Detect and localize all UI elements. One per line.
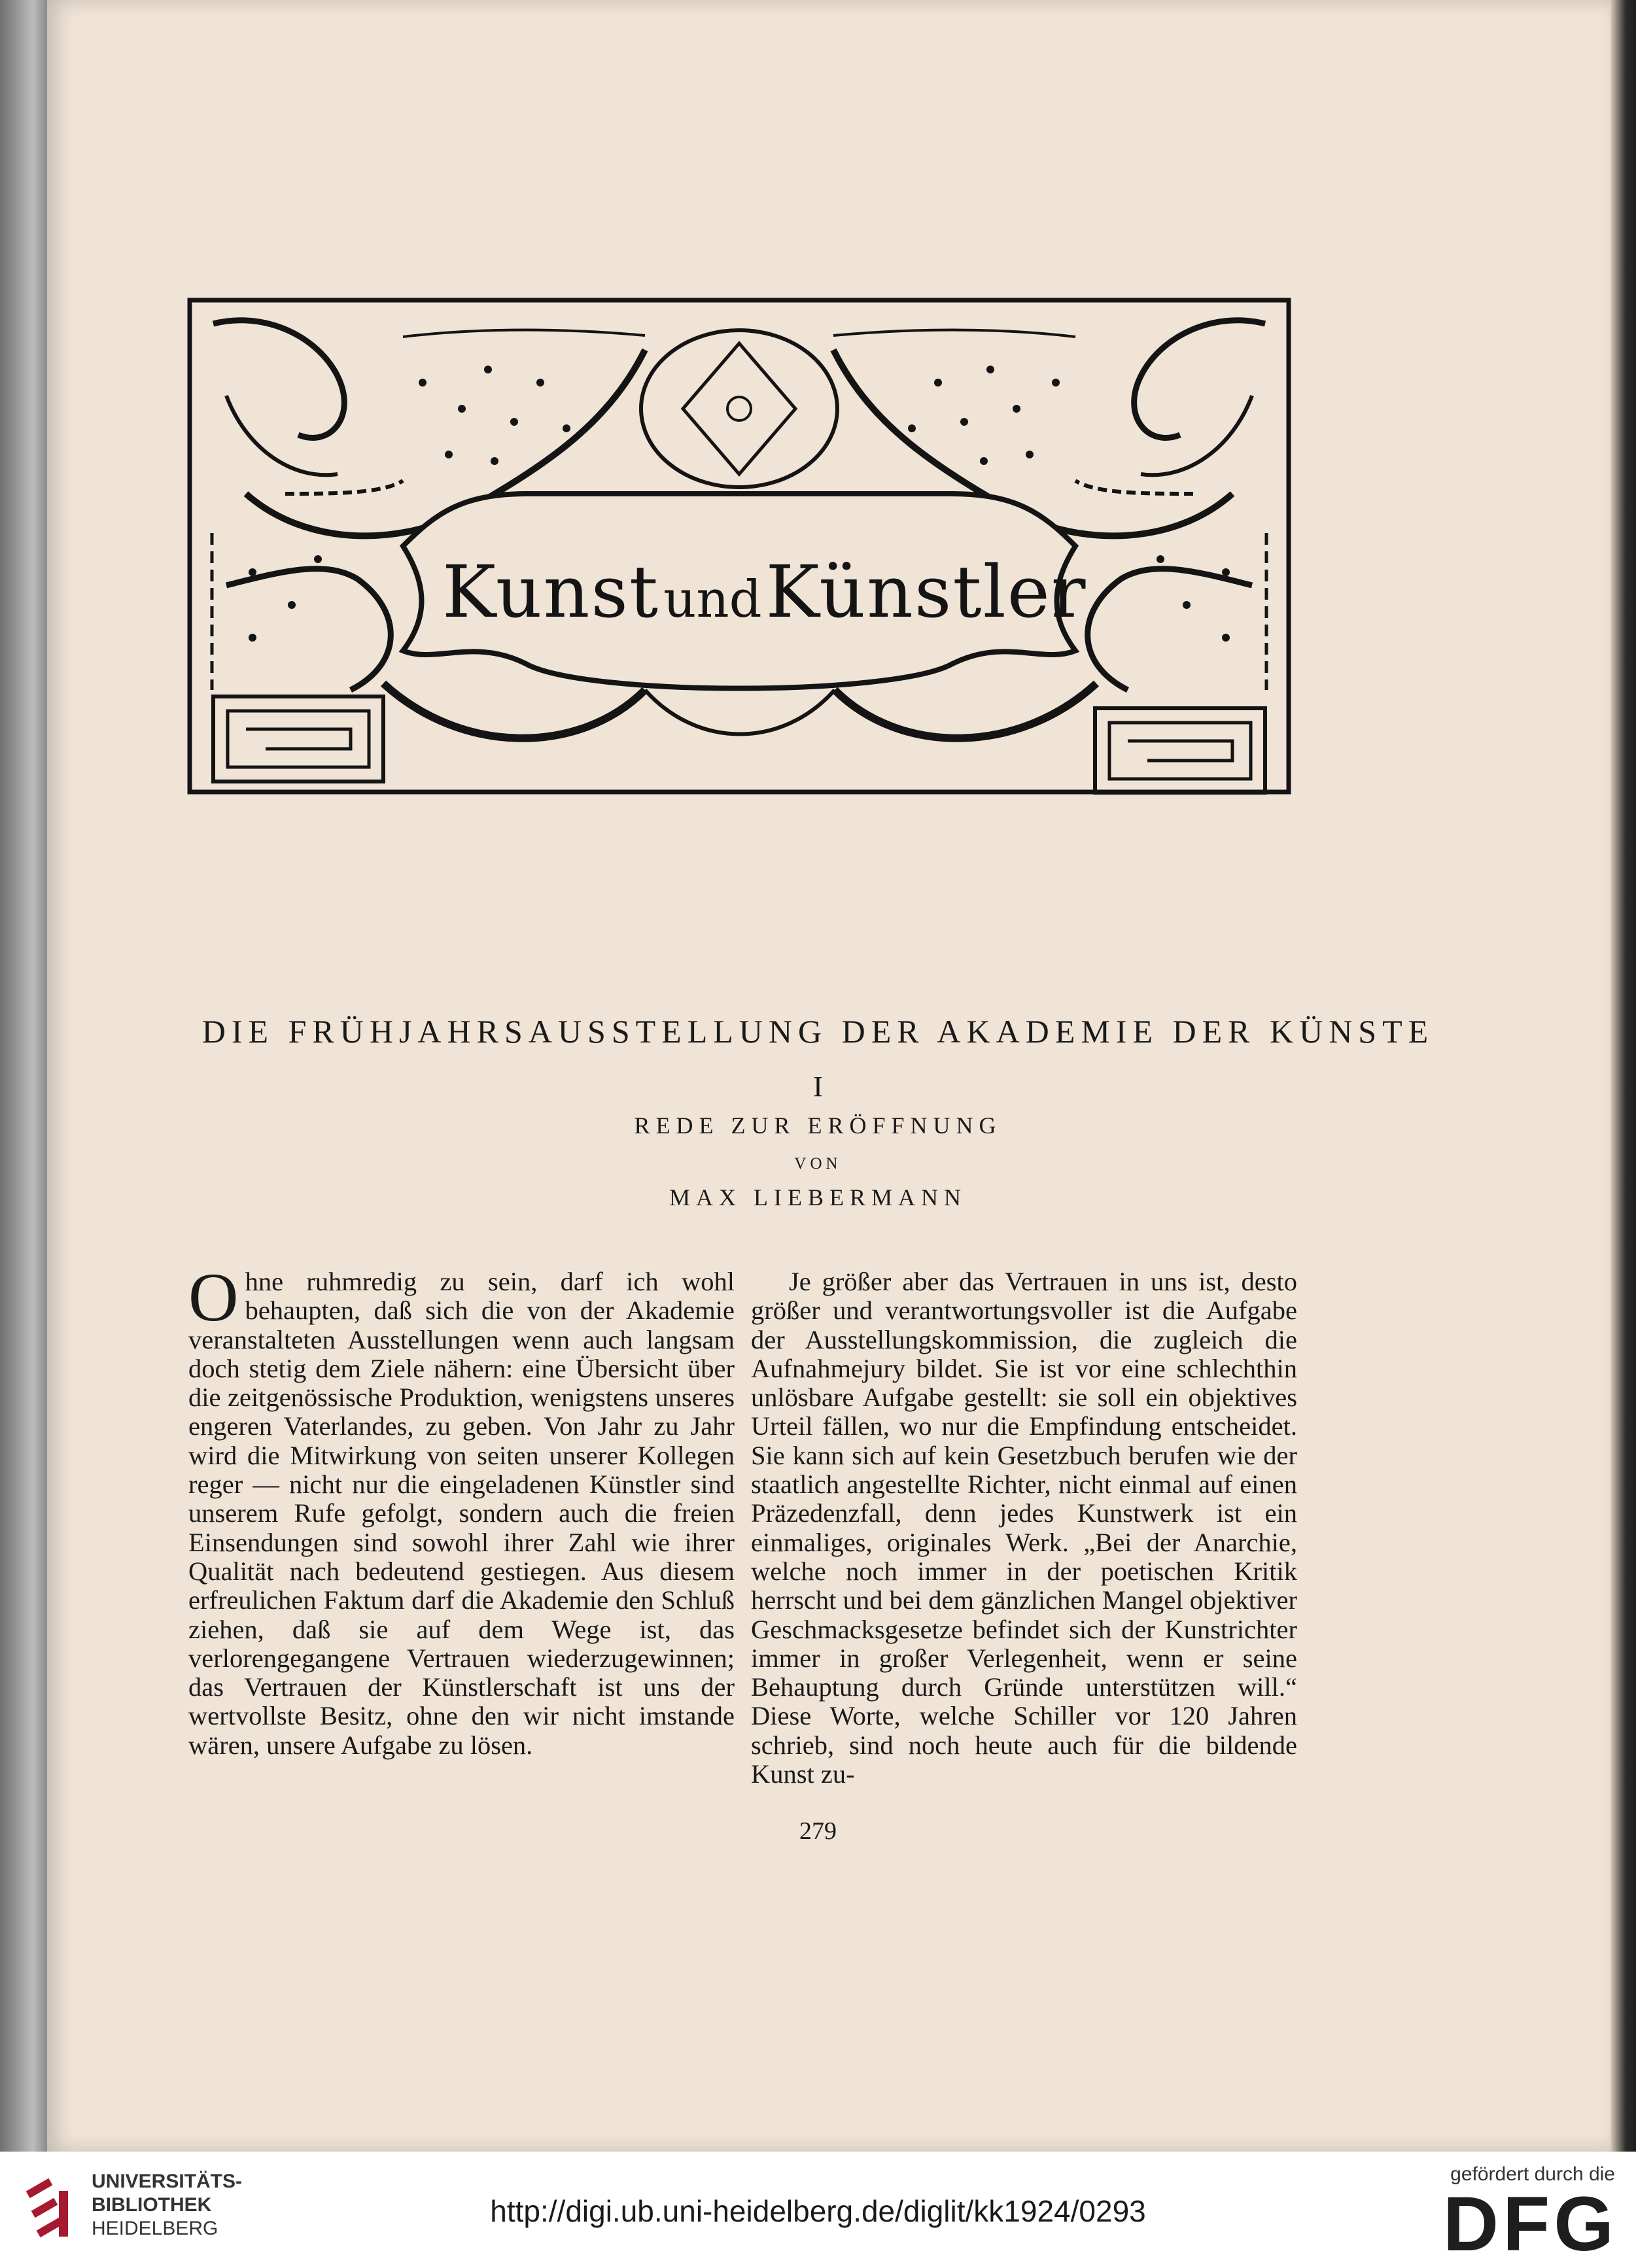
text-column-left [188, 1259, 735, 1760]
sponsor-caption: gefördert durch die [1450, 2163, 1615, 2185]
article-author: MAX LIEBERMANN [669, 1184, 967, 1211]
drop-cap: O [188, 1259, 239, 1335]
journal-masthead [442, 550, 1087, 634]
institution-line-3: HEIDELBERG [92, 2218, 218, 2239]
page-number: 279 [799, 1817, 837, 1845]
institution-line-1: UNIVERSITÄTS- [92, 2171, 243, 2192]
article-part-number: I [813, 1071, 823, 1103]
article-title: DIE FRÜHJAHRSAUSSTELLUNG DER AKADEMIE DER KÜNSTE [201, 1013, 1435, 1050]
institution-line-2: BIBLIOTHEK [92, 2194, 212, 2216]
article-subtitle: REDE ZUR ERÖFFNUNG [634, 1112, 1002, 1139]
byline-von: VON [794, 1155, 842, 1173]
source-url-link[interactable]: http://digi.ub.uni-heidelberg.de/diglit/kk1924/0293 [490, 2194, 1146, 2228]
digitization-footer [0, 2152, 1636, 2268]
paragraph-left: hne ruhmredig zu sein, darf ich wohl behaupten, daß sich die von der Akademie veranstalteten Ausstellungen wenn auch langsam doch stetig dem Ziele nähern: eine Übersicht über die zeitgenössische Produktion, wenigstens unseres engeren Vaterlandes, zu geben. Von Jahr zu Jahr wird die Mitwirkung von seiten unserer Kollegen reger — nicht nur die eingeladenen Künstler sind unserem Rufe gefolgt, sondern auch die freien Einsendungen sind sowohl ihrer Zahl wie ihrer Qualität nach bedeutend gestiegen. Aus diesem erfreulichen Faktum darf die Akademie den Schluß ziehen, daß sie auf dem Wege ist, das verlorengegangene Vertrauen wiederzugewinnen; das Vertrauen der Künstlerschaft ist uns der wertvollste Besitz, ohne den wir nicht imstande wären, unsere Aufgabe zu lösen. [188, 1267, 735, 1760]
masthead-word-kunst: Kunst [442, 550, 660, 634]
dfg-logo: DFG [1442, 2181, 1618, 2267]
masthead-word-kuenstler: Künstler [765, 550, 1087, 634]
masthead-ornament [187, 298, 1291, 795]
masthead-word-und: und [663, 570, 762, 629]
text-column-right [751, 1267, 1297, 1789]
paragraph-right: Je größer aber das Vertrauen in uns ist, desto größer und verantwortungsvoller ist die Aufgabe der Ausstellungskommission, die zugleich die Aufnahmejury bildet. Sie ist vor eine schlechthin unlösbare Aufgabe gestellt: sie soll ein objektives Urteil fällen, wo nur die Empfindung entscheidet. Sie kann sich auf kein Gesetzbuch berufen wie der staatlich angestellte Richter, nicht einmal auf einen Präzedenzfall, denn jedes Kunstwerk ist ein einmaliges, originales Werk. „Bei der Anarchie, welche noch immer in der poetischen Kritik herrscht und bei dem gänzlichen Mangel objektiver Geschmacksgesetze befindet sich der Kunstrichter immer in großer Verlegenheit, wenn er seine Behauptung durch Gründe unterstützen will.“ Diese Worte, welche Schiller vor 120 Jahren schrieb, sind noch heute auch für die bildende Kunst zu- [751, 1267, 1297, 1789]
